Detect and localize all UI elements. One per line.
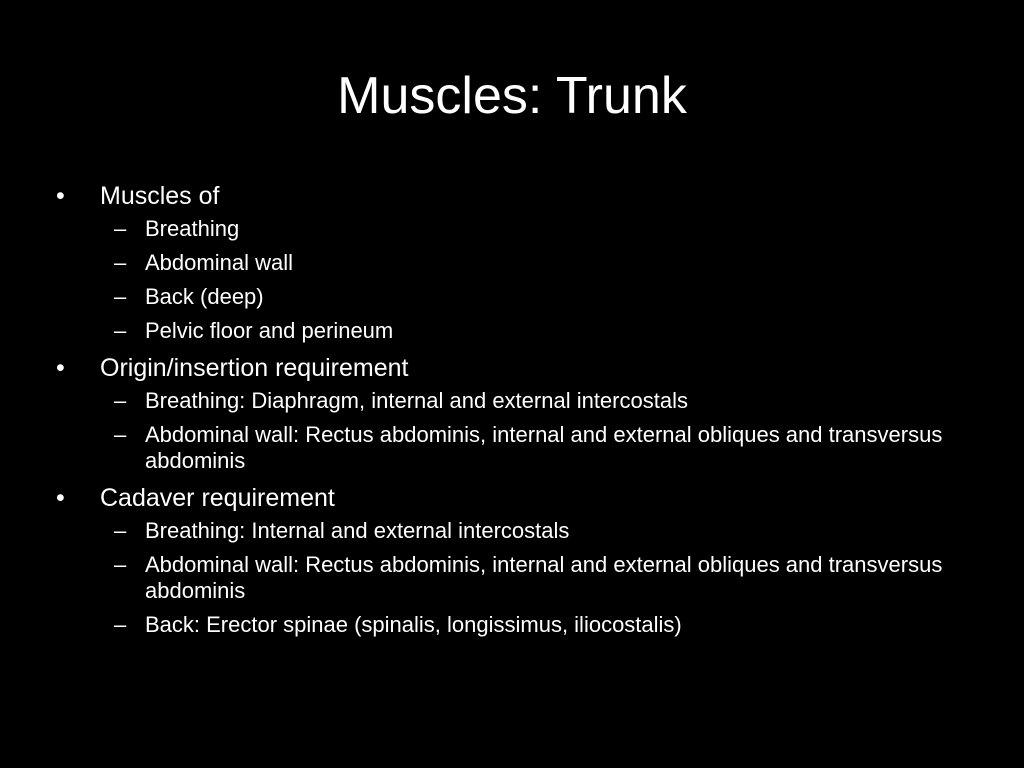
dash-icon: –: [114, 612, 127, 637]
bullet-icon: •: [56, 484, 65, 512]
dash-icon: –: [114, 552, 127, 577]
sub-item-text: Abdominal wall: Rectus abdominis, internal and external obliques and transversus abdominis: [145, 422, 943, 473]
bullet-label: Origin/insertion requirement: [100, 354, 409, 382]
sub-item: [56, 250, 976, 276]
sub-item-text: Back: Erector spinae (spinalis, longissimus, iliocostalis): [145, 612, 682, 637]
sub-item: [56, 284, 976, 310]
dash-icon: –: [114, 216, 127, 241]
sub-list: [56, 518, 976, 638]
dash-icon: –: [114, 518, 127, 543]
sub-item-text: Pelvic floor and perineum: [145, 318, 394, 343]
bullet-label: Cadaver requirement: [100, 484, 335, 512]
dash-icon: –: [114, 422, 127, 447]
bullet-icon: •: [56, 354, 65, 382]
sub-item: [56, 216, 976, 242]
sub-item-text: Breathing: Internal and external intercostals: [145, 518, 570, 543]
dash-icon: –: [114, 318, 127, 343]
sub-item: [56, 612, 976, 638]
sub-list: [56, 388, 976, 474]
dash-icon: –: [114, 284, 127, 309]
sub-item: [56, 318, 976, 344]
sub-item: [56, 518, 976, 544]
sub-item-text: Breathing: [145, 216, 240, 241]
dash-icon: –: [114, 250, 127, 275]
sub-item: [56, 388, 976, 414]
sub-item-text: Abdominal wall: [145, 250, 293, 275]
slide-body: [56, 180, 976, 646]
sub-item: [56, 552, 976, 604]
bullet-item: [56, 352, 976, 384]
bullet-label: Muscles of: [100, 182, 220, 210]
bullet-item: [56, 482, 976, 514]
dash-icon: –: [114, 388, 127, 413]
slide-title: Muscles: Trunk: [337, 67, 687, 125]
sub-item-text: Back (deep): [145, 284, 264, 309]
sub-item-text: Abdominal wall: Rectus abdominis, internal and external obliques and transversus abdominis: [145, 552, 943, 603]
sub-item: [56, 422, 976, 474]
sub-list: [56, 216, 976, 344]
bullet-item: [56, 180, 976, 212]
bullet-icon: •: [56, 182, 65, 210]
sub-item-text: Breathing: Diaphragm, internal and external intercostals: [145, 388, 688, 413]
